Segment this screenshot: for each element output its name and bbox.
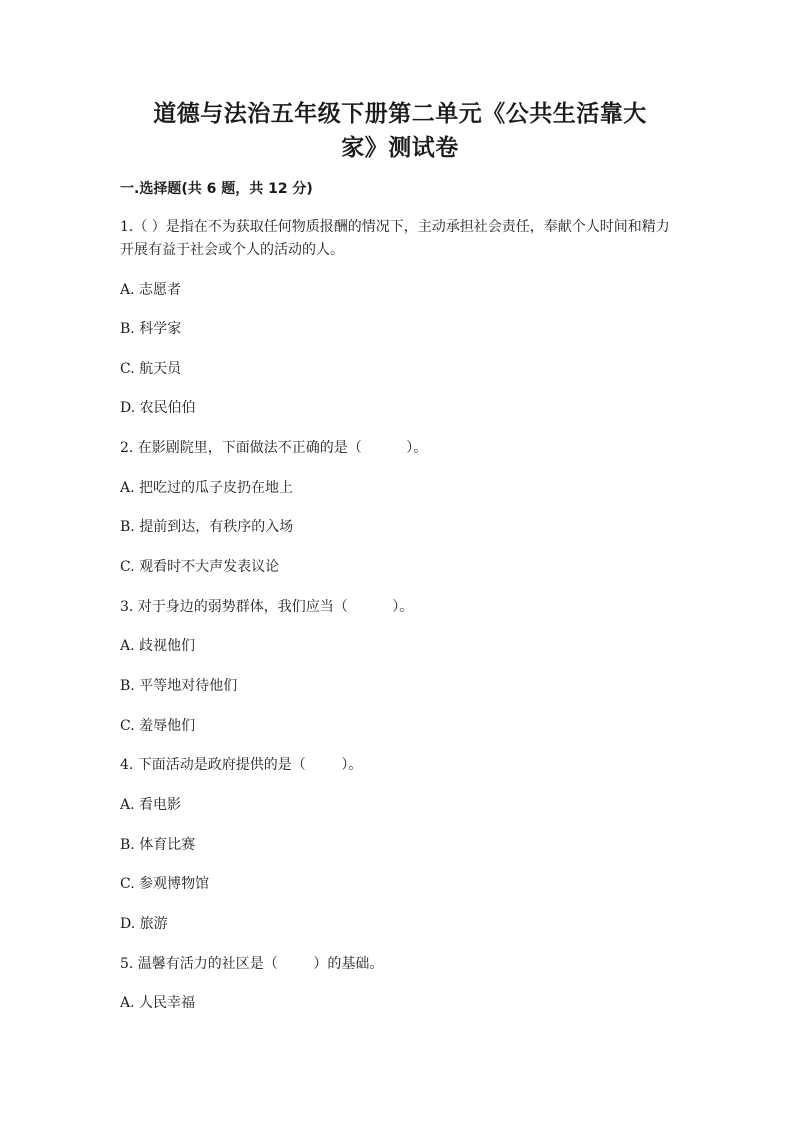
question-1-stem: 1.（ ）是指在不为获取任何物质报酬的情况下，主动承担社会责任，奉献个人时间和精力开展有益于社会或个人的活动的人。 xyxy=(120,219,670,258)
question-2-option-a: A. 把吃过的瓜子皮扔在地上 xyxy=(120,480,294,496)
document-title xyxy=(120,97,680,165)
question-5-option-a: A. 人民幸福 xyxy=(120,995,196,1011)
question-4-option-b: B. 体育比赛 xyxy=(120,837,196,853)
question-4-stem: 4. 下面活动是政府提供的是（ ）。 xyxy=(120,757,363,773)
question-1-option-b: B. 科学家 xyxy=(120,321,182,337)
question-5-stem: 5. 温馨有活力的社区是（ ）的基础。 xyxy=(120,956,384,972)
question-2-option-b: B. 提前到达，有秩序的入场 xyxy=(120,519,294,535)
question-3-stem: 3. 对于身边的弱势群体，我们应当（ ）。 xyxy=(120,599,414,615)
question-4-option-c: C. 参观博物馆 xyxy=(120,876,210,892)
question-2-stem: 2. 在影剧院里，下面做法不正确的是（ ）。 xyxy=(120,440,428,456)
question-1-option-a: A. 志愿者 xyxy=(120,282,182,298)
section-heading: 一.选择题(共 6 题，共 12 分) xyxy=(120,181,313,197)
question-2-option-c: C. 观看时不大声发表议论 xyxy=(120,559,280,575)
question-1-option-d: D. 农民伯伯 xyxy=(120,400,196,416)
question-1-option-c: C. 航天员 xyxy=(120,361,182,377)
question-3-option-c: C. 羞辱他们 xyxy=(120,718,196,734)
question-4-option-d: D. 旅游 xyxy=(120,916,168,932)
title-line-1: 道德与法治五年级下册第二单元《公共生活靠大 xyxy=(153,101,647,127)
question-4-option-a: A. 看电影 xyxy=(120,797,182,813)
question-3-option-b: B. 平等地对待他们 xyxy=(120,678,238,694)
question-3-option-a: A. 歧视他们 xyxy=(120,638,196,654)
title-line-2: 家》测试卷 xyxy=(341,135,459,161)
